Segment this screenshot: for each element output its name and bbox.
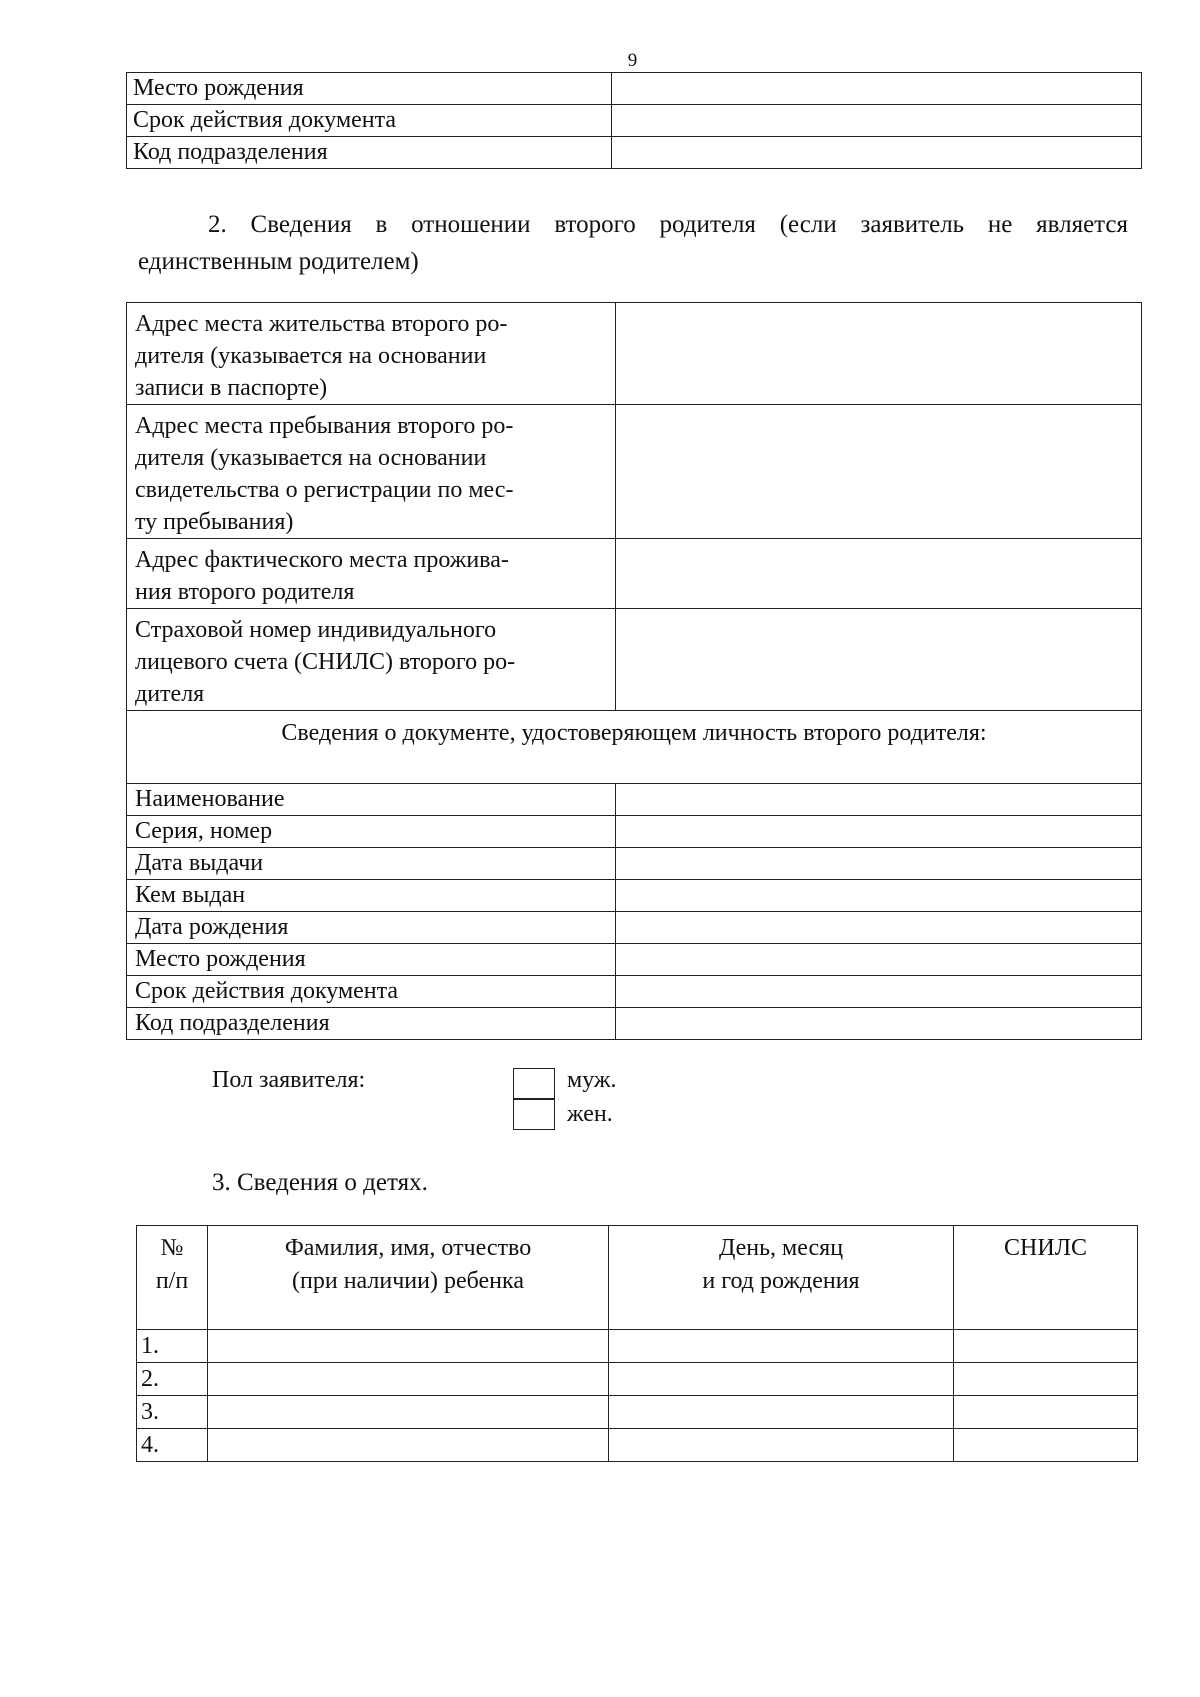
field-label: Дата рождения: [127, 912, 616, 944]
table-row: [127, 816, 1142, 848]
child-snils-cell[interactable]: [954, 1429, 1138, 1462]
child-name-cell[interactable]: [208, 1429, 609, 1462]
column-header-birth-date: День, месяц и год рождения: [609, 1226, 954, 1330]
field-value[interactable]: [616, 784, 1142, 816]
table-row: [127, 609, 1142, 711]
table-row: [137, 1363, 1138, 1396]
field-value[interactable]: [616, 816, 1142, 848]
field-label: Место рождения: [127, 73, 612, 105]
row-number: 4.: [137, 1429, 208, 1462]
field-label: Серия, номер: [127, 816, 616, 848]
passport-details-table-continued: [126, 72, 1142, 169]
table-row: [127, 711, 1142, 784]
field-value[interactable]: [616, 405, 1142, 539]
table-row: [127, 848, 1142, 880]
table-row: [127, 784, 1142, 816]
field-value[interactable]: [616, 944, 1142, 976]
section-2-heading: 2. Сведения в отношении второго родителя (если заявитель не является единственным родителем): [138, 211, 1128, 275]
row-number: 2.: [137, 1363, 208, 1396]
table-row: [127, 73, 1142, 105]
child-birth-date-cell[interactable]: [609, 1429, 954, 1462]
gender-male-label: муж.: [567, 1067, 617, 1093]
field-label: Срок действия документа: [127, 105, 612, 137]
field-value[interactable]: [616, 609, 1142, 711]
child-name-cell[interactable]: [208, 1396, 609, 1429]
field-label: Адрес места пребывания второго ро- дителя (указывается на основании свидетельства о регистрации по мес- ту пребывания): [127, 405, 616, 539]
table-row: [137, 1429, 1138, 1462]
field-value[interactable]: [616, 976, 1142, 1008]
field-label: Адрес места жительства второго ро- дителя (указывается на основании записи в паспорте): [127, 303, 616, 405]
field-value[interactable]: [612, 73, 1142, 105]
gender-male-checkbox[interactable]: [513, 1068, 555, 1100]
table-row: [127, 880, 1142, 912]
table-row: [127, 944, 1142, 976]
field-label: Адрес фактического места прожива- ния второго родителя: [127, 539, 616, 609]
field-label: Дата выдачи: [127, 848, 616, 880]
child-birth-date-cell[interactable]: [609, 1330, 954, 1363]
field-label: Место рождения: [127, 944, 616, 976]
field-label: Кем выдан: [127, 880, 616, 912]
gender-female-checkbox[interactable]: [513, 1098, 555, 1130]
table-row: [127, 137, 1142, 169]
child-name-cell[interactable]: [208, 1330, 609, 1363]
column-header-number: № п/п: [137, 1226, 208, 1330]
column-header-full-name: Фамилия, имя, отчество (при наличии) ребенка: [208, 1226, 609, 1330]
row-number: 1.: [137, 1330, 208, 1363]
field-label: Срок действия документа: [127, 976, 616, 1008]
gender-label: Пол заявителя:: [212, 1067, 366, 1093]
column-header-snils: СНИЛС: [954, 1226, 1138, 1330]
field-value[interactable]: [616, 880, 1142, 912]
child-snils-cell[interactable]: [954, 1396, 1138, 1429]
children-table: [136, 1225, 1138, 1462]
field-value[interactable]: [616, 912, 1142, 944]
gender-female-label: жен.: [567, 1101, 613, 1127]
table-row: [137, 1330, 1138, 1363]
table-header-row: [137, 1226, 1138, 1330]
field-label: Страховой номер индивидуального лицевого счета (СНИЛС) второго ро- дителя: [127, 609, 616, 711]
child-birth-date-cell[interactable]: [609, 1396, 954, 1429]
table-row: [137, 1396, 1138, 1429]
page-number: 9: [627, 50, 638, 71]
child-name-cell[interactable]: [208, 1363, 609, 1396]
section-3-heading: 3. Сведения о детях.: [212, 1169, 428, 1196]
field-value[interactable]: [616, 303, 1142, 405]
row-number: 3.: [137, 1396, 208, 1429]
table-row: [127, 912, 1142, 944]
child-snils-cell[interactable]: [954, 1330, 1138, 1363]
field-label: Наименование: [127, 784, 616, 816]
field-value[interactable]: [616, 539, 1142, 609]
field-value[interactable]: [616, 848, 1142, 880]
table-row: [127, 976, 1142, 1008]
field-value[interactable]: [616, 1008, 1142, 1040]
second-parent-table: [126, 302, 1142, 1040]
table-row: [127, 105, 1142, 137]
table-row: [127, 303, 1142, 405]
field-value[interactable]: [612, 105, 1142, 137]
child-birth-date-cell[interactable]: [609, 1363, 954, 1396]
table-row: [127, 1008, 1142, 1040]
table-row: [127, 539, 1142, 609]
field-label: Код подразделения: [127, 137, 612, 169]
field-value[interactable]: [612, 137, 1142, 169]
child-snils-cell[interactable]: [954, 1363, 1138, 1396]
field-label: Код подразделения: [127, 1008, 616, 1040]
identity-document-caption: Сведения о документе, удостоверяющем личность второго родителя:: [127, 711, 1142, 784]
table-row: [127, 405, 1142, 539]
